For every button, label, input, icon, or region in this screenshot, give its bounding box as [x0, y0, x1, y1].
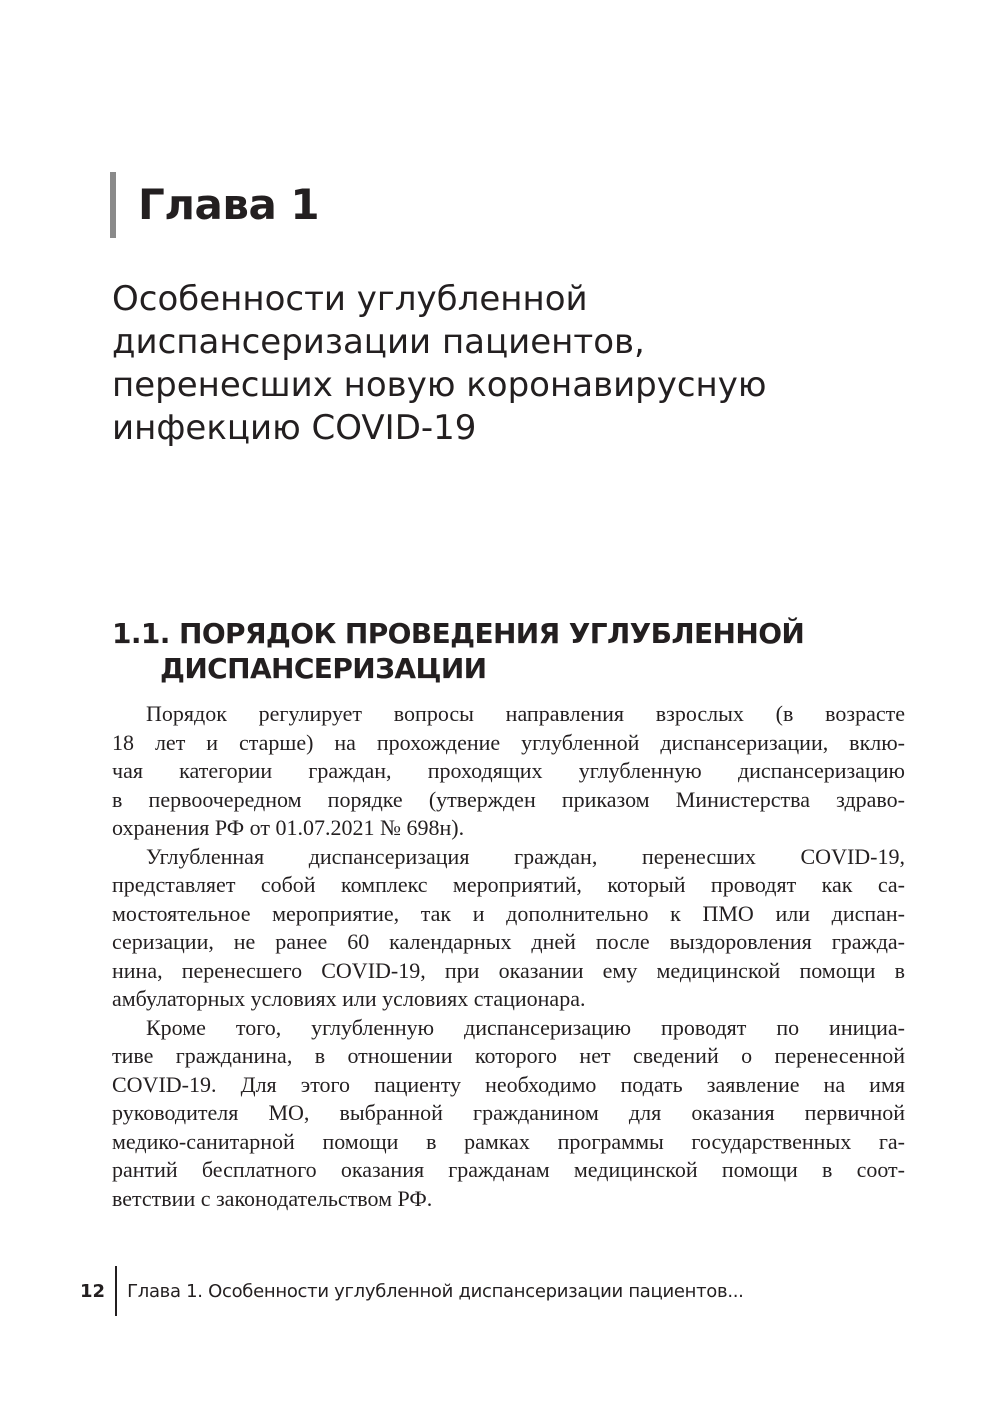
- text-line: охранения РФ от 01.07.2021 № 698н).: [112, 815, 465, 840]
- text-line: COVID-19. Для этого пациенту необходимо подать заявление на имя: [112, 1071, 905, 1097]
- footer-divider: [115, 1266, 117, 1316]
- page-footer: [80, 1266, 744, 1316]
- text-line: мостоятельное мероприятие, так и дополнительно к ПМО или диспан-: [112, 900, 905, 926]
- chapter-title: Глава 1: [138, 180, 320, 229]
- chapter-header: [110, 172, 319, 238]
- chapter-subtitle-line: Особенности углубленной: [112, 279, 588, 319]
- text-line: Порядок регулирует вопросы направления взрослых (в возрасте: [146, 701, 905, 726]
- text-line: чая категории граждан, проходящих углубленную диспансеризацию: [112, 758, 905, 783]
- text-line: представляет собой комплекс мероприятий, который проводят как са-: [112, 872, 905, 897]
- section-heading-line: ДИСПАНСЕРИЗАЦИИ: [160, 652, 487, 685]
- text-line: в первоочередном порядке (утвержден приказом Министерства здраво-: [112, 786, 905, 812]
- text-line: Кроме того, углубленную диспансеризацию проводят по инициа-: [146, 1014, 905, 1040]
- text-line: ветствии с законодательством РФ.: [112, 1185, 433, 1211]
- text-line: амбулаторных условиях или условиях стационара.: [112, 986, 586, 1011]
- text-line: тиве гражданина, в отношении которого нет сведений о перенесенной: [112, 1043, 905, 1068]
- paragraph: [112, 843, 905, 1014]
- paragraph: [112, 1014, 905, 1214]
- text-line: нина, перенесшего COVID-19, при оказании ему медицинской помощи в: [112, 957, 905, 983]
- chapter-subtitle-line: инфекцию COVID-19: [112, 408, 477, 448]
- chapter-accent-bar: [110, 172, 116, 238]
- text-line: рантий бесплатного оказания гражданам медицинской помощи в соот-: [112, 1157, 905, 1182]
- text-line: серизации, не ранее 60 календарных дней после выздоровления гражда-: [112, 929, 905, 954]
- section-heading: [112, 616, 912, 686]
- text-line: медико-санитарной помощи в рамках программы государственных га-: [112, 1128, 905, 1154]
- text-line: руководителя МО, выбранной гражданином для оказания первичной: [112, 1100, 905, 1125]
- page-number: 12: [80, 1280, 106, 1302]
- text-line: Углубленная диспансеризация граждан, перенесших COVID-19,: [146, 843, 905, 869]
- text-line: 18 лет и старше) на прохождение углубленной диспансеризации, вклю-: [112, 729, 905, 755]
- chapter-subtitle-line: перенесших новую коронавирусную: [112, 365, 767, 405]
- section-heading-line: 1.1. ПОРЯДОК ПРОВЕДЕНИЯ УГЛУБЛЕННОЙ: [112, 617, 805, 650]
- chapter-subtitle: [112, 278, 932, 450]
- running-head: Глава 1. Особенности углубленной диспансеризации пациентов...: [127, 1280, 744, 1302]
- chapter-subtitle-line: диспансеризации пациентов,: [112, 322, 645, 362]
- paragraph: [112, 700, 905, 843]
- body-text: [112, 700, 905, 1213]
